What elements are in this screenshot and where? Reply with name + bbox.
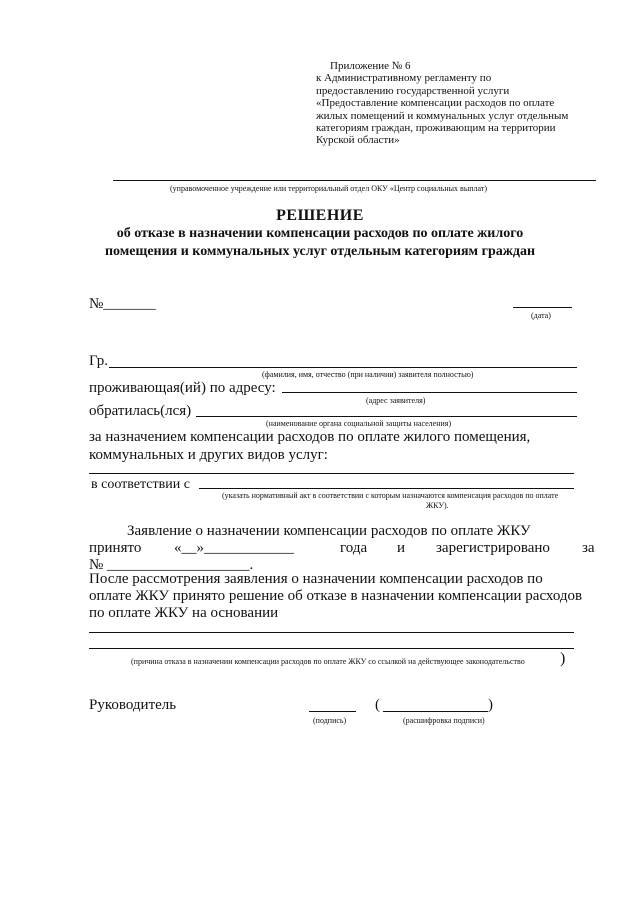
date-caption: (дата) (531, 311, 551, 320)
reason-line-1 (89, 632, 574, 633)
statement-date: «__»____________ (174, 540, 294, 556)
decision-number: №_______ (89, 296, 156, 312)
reason-line-2 (89, 648, 574, 649)
title-subtitle-line1: об отказе в назначении компенсации расходов по оплате жилого (116, 226, 524, 241)
statement-number: № ___________________. (89, 557, 254, 573)
after-review-line2: оплате ЖКУ принято решение об отказе в назначении компенсации расходов (89, 588, 583, 604)
org-caption: (управомоченное учреждение или территориальный отдел ОКУ «Центр социальных выплат) (170, 184, 487, 193)
address-caption: (адрес заявителя) (366, 396, 426, 405)
statement-registered: зарегистрировано (436, 540, 550, 556)
reason-caption: (причина отказа в назначении компенсации расходов по оплате ЖКУ со ссылкой на действующее законодательство (131, 657, 525, 666)
statement-under: за (582, 540, 595, 556)
decode-close-paren: ) (488, 697, 493, 713)
page-title: РЕШЕНИЕ (276, 207, 364, 224)
purpose-line1: за назначением компенсации расходов по оплате жилого помещения, (89, 429, 531, 445)
applicant-line (109, 367, 577, 368)
appendix-block (316, 60, 568, 147)
signature-line (309, 711, 356, 712)
appendix-line: жилых помещений и коммунальных услуг отдельным (316, 109, 569, 122)
statement-year: года (340, 540, 368, 556)
decode-line (383, 711, 488, 712)
head-label: Руководитель (89, 697, 177, 713)
applicant-caption: (фамилия, имя, отчество (при наличии) заявителя полностью) (262, 370, 474, 379)
reason-caption-paren: ) (560, 650, 566, 667)
date-line (513, 307, 572, 308)
applied-line (196, 416, 577, 417)
accordance-caption-line1: (указать нормативный акт в соответствии с которым назначаются компенсация расходов по оплате (222, 491, 559, 500)
after-review-line1: После рассмотрения заявления о назначении компенсации расходов по (89, 571, 543, 587)
accordance-label: в соответствии с (91, 477, 190, 492)
accordance-line (199, 488, 574, 489)
org-line (113, 180, 596, 181)
decode-open-paren: ( (375, 697, 380, 713)
appendix-line: к Административному регламенту по (316, 72, 492, 85)
title-subtitle-line2: помещения и коммунальных услуг отдельным категориям граждан (104, 244, 536, 259)
address-label: проживающая(ий) по адресу: (89, 380, 276, 396)
address-line (282, 392, 577, 393)
applied-label: обратилась(лся) (89, 403, 192, 419)
statement-line1: Заявление о назначении компенсации расходов по оплате ЖКУ (127, 523, 531, 539)
appendix-line: предоставлению государственной услуги (316, 84, 510, 97)
applied-caption: (наименование органа социальной защиты населения) (266, 419, 452, 428)
statement-accepted: принято (89, 540, 142, 556)
appendix-line: Приложение № 6 (330, 60, 411, 72)
applicant-label: Гр. (89, 353, 108, 369)
purpose-line2: коммунальных и других видов услуг: (89, 447, 328, 463)
accordance-caption-line2: ЖКУ). (426, 501, 449, 510)
after-review-line3: по оплате ЖКУ на основании (89, 605, 279, 621)
appendix-line: Курской области» (316, 134, 400, 147)
decode-caption: (расшифровка подписи) (403, 716, 485, 725)
signature-caption: (подпись) (313, 716, 347, 725)
appendix-line: категориям граждан, проживающим на территории (316, 122, 556, 135)
purpose-line (89, 473, 574, 474)
statement-and: и (397, 540, 406, 556)
appendix-line: «Предоставление компенсации расходов по оплате (316, 97, 555, 110)
